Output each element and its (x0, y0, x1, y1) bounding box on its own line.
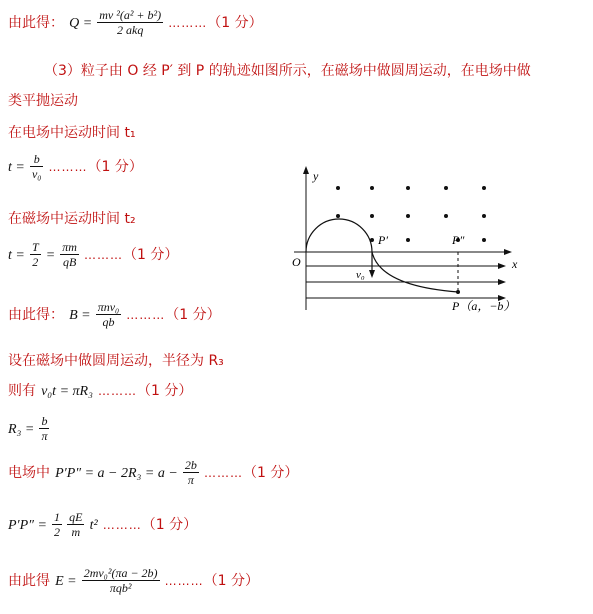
numerator: 2b (184, 458, 197, 472)
field-dot (444, 214, 448, 218)
score: （1 分） (87, 159, 143, 175)
eq-lhs: P′P″ = (8, 518, 47, 533)
denominator: π (41, 429, 48, 443)
circular-path (306, 219, 372, 252)
denominator: 2 (54, 525, 61, 539)
label-therefore: 由此得： (8, 15, 64, 31)
dots: ……… (168, 16, 208, 30)
equation-e (8, 566, 259, 595)
field-dot (370, 214, 374, 218)
equation-q (8, 8, 263, 37)
denominator: qb (102, 315, 115, 329)
point-p1-label: P′ (378, 233, 388, 247)
denominator: πqb² (109, 581, 132, 595)
eq-equals: = (45, 248, 56, 263)
equation-t2 (8, 240, 178, 269)
dots: ……… (98, 384, 138, 398)
equation-pp-kinematics (8, 510, 197, 539)
efield-arrow-icon (498, 263, 506, 269)
paragraph-radius: 设在磁场中做圆周运动，半径为 R₃ (8, 353, 224, 369)
dots: ……… (204, 466, 243, 480)
score: （1 分） (137, 383, 193, 399)
denominator: qB (62, 255, 77, 269)
dots: ……… (126, 308, 166, 322)
fraction (96, 300, 122, 329)
paragraph-3: （3）粒子由 O 经 P′ 到 P 的轨迹如图所示，在磁场中做圆周运动，在电场中做 (44, 63, 531, 79)
field-dot (482, 214, 486, 218)
denominator: π (187, 473, 194, 487)
numerator: b (30, 152, 44, 167)
denominator: v₀ (31, 167, 42, 181)
eq-body: P′P″ = a − 2R₃ = a − (55, 466, 178, 481)
velocity-label: v₀ (356, 269, 365, 281)
velocity-arrow-icon (369, 270, 375, 278)
x-arrow-icon (504, 249, 512, 255)
equation-t1 (8, 152, 143, 181)
score: （1 分） (207, 15, 263, 31)
denominator: m (71, 525, 81, 539)
point-p2-label: P″ (452, 233, 465, 247)
field-dot (406, 214, 410, 218)
numerator: qE (69, 510, 83, 524)
field-dot (370, 186, 374, 190)
heading-bfield-time: 在磁场中运动时间 t₂ (8, 211, 136, 227)
trajectory-diagram (280, 160, 530, 320)
numerator: πnv₀ (97, 300, 120, 314)
denominator: 2 (32, 255, 39, 269)
score: （1 分） (203, 573, 260, 589)
field-dot (406, 238, 410, 242)
efield-arrow-icon (498, 279, 506, 285)
fraction (82, 566, 160, 595)
dots: ……… (48, 160, 88, 174)
eq-rest: t² (89, 518, 98, 533)
eq-lhs: B = (69, 308, 91, 323)
field-dot (406, 186, 410, 190)
score: （1 分） (165, 307, 221, 323)
point-p-label: P（a，−b） (452, 299, 516, 313)
x-axis-label: x (512, 257, 518, 271)
equation-pp-distance (8, 458, 298, 487)
label-efield: 电场中 (8, 465, 50, 481)
fraction (30, 152, 44, 181)
numerator: 1 (54, 510, 61, 524)
dots: ……… (84, 248, 124, 262)
numerator: πm (62, 240, 77, 254)
numerator: b (39, 414, 49, 429)
equation-r3 (8, 414, 49, 443)
numerator: T (31, 240, 39, 254)
y-axis-label: y (313, 169, 319, 183)
eq-lhs: t = (8, 248, 25, 263)
fraction-2 (60, 240, 79, 269)
y-arrow-icon (303, 166, 309, 174)
fraction (183, 458, 199, 487)
field-dot (482, 238, 486, 242)
score: （1 分） (123, 247, 179, 263)
equation-b (8, 300, 221, 329)
field-dot (336, 186, 340, 190)
field-dot (336, 214, 340, 218)
field-dot (482, 186, 486, 190)
fraction (39, 414, 49, 443)
eq-body: v₀t = πR₃ (41, 384, 93, 399)
denominator: 2 akq (117, 23, 144, 37)
heading-efield-time: 在电场中运动时间 t₁ (8, 125, 136, 141)
fraction (97, 8, 163, 37)
eq-lhs: Q = (69, 16, 93, 31)
label-then: 则有 (8, 383, 36, 399)
label-therefore: 由此得 (8, 573, 50, 589)
fraction-1 (30, 240, 41, 269)
fraction-1 (52, 510, 62, 539)
dots: ……… (102, 518, 142, 532)
origin-label: O (292, 255, 301, 269)
paragraph-3-cont: 类平抛运动 (8, 93, 78, 109)
equation-v0t (8, 380, 192, 400)
score: （1 分） (243, 465, 299, 481)
eq-lhs: E = (55, 574, 77, 589)
score: （1 分） (141, 517, 198, 533)
numerator: mv ²(a² + b²) (99, 8, 162, 22)
fraction-2 (67, 510, 84, 539)
parabolic-path (372, 252, 458, 292)
numerator: 2mv₀²(πa − 2b) (83, 566, 158, 580)
dots: ……… (164, 574, 204, 588)
point-p1-dot (370, 238, 374, 242)
label-therefore: 由此得： (8, 307, 64, 323)
eq-lhs: R₃ = (8, 422, 35, 437)
eq-lhs: t = (8, 160, 25, 175)
field-dot (444, 186, 448, 190)
